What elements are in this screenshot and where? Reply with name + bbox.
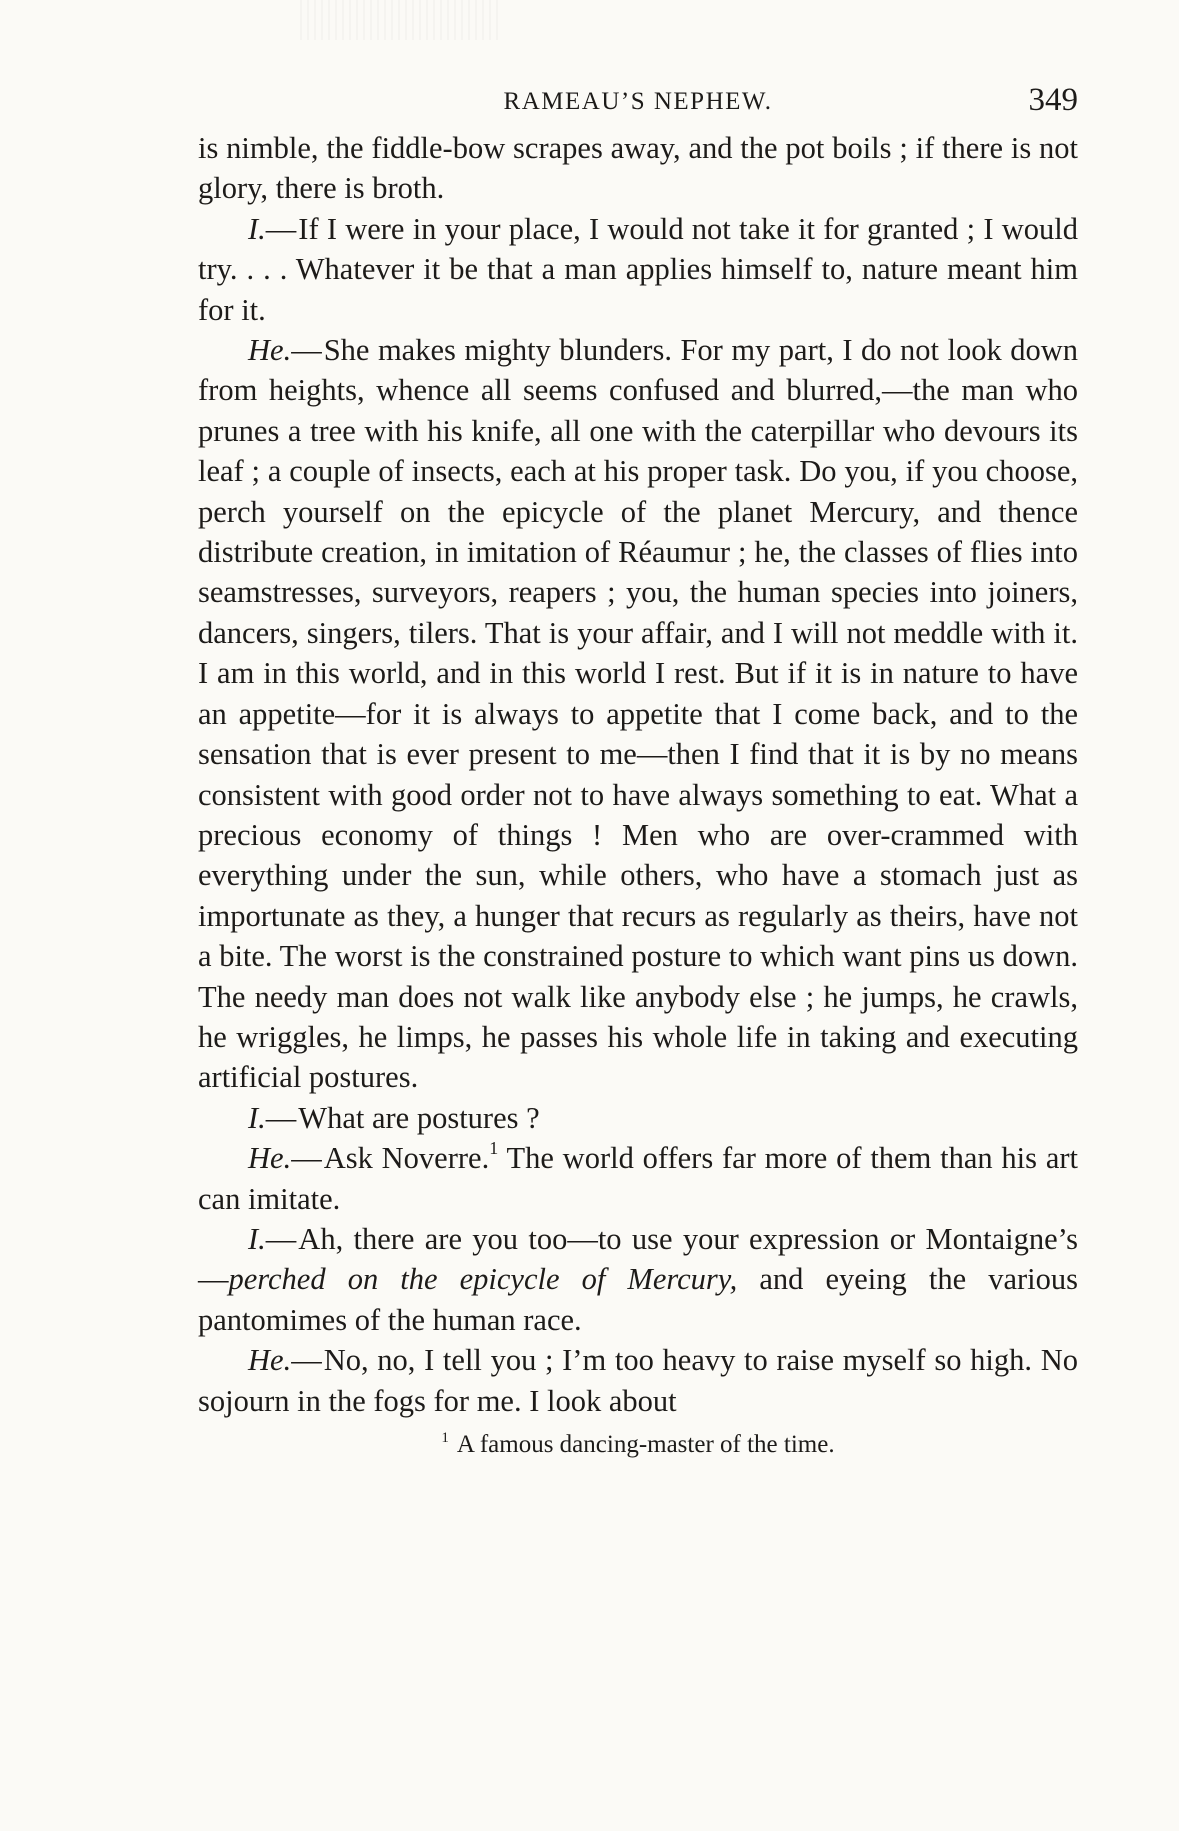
speaker-label: He. [248,1343,292,1378]
emphasized-text: perched on the epicycle of Mercury, [228,1262,738,1297]
speaker-label: I. [248,1221,266,1256]
paragraph-continuation [198,128,1078,209]
paragraph-i-3: I.—Ah, there are you too—to use your expression or Montaigne’s—perched on the epicycle of Mercury, and eyeing the various pantomimes of the human race. [198,1221,1078,1337]
speaker-label: I. [248,1100,266,1135]
book-page [198,78,1078,1461]
paragraph-text: If I were in your place, I would not take it for granted ; I would try. . . . Whatever it be that a man applies himself to, nature meant him for it. [198,211,1078,327]
paragraph-text: No, no, I tell you ; I’m too heavy to raise myself so high. No sojourn in the fogs for me. I look about [198,1343,1078,1418]
speaker-label: I. [248,211,266,246]
paragraph-he-2: He.—Ask Noverre.$^1$ The world offers far more of them than his art can imitate. [198,1138,1078,1216]
paragraph-he-1: He.—She makes mighty blunders. For my part, I do not look down from heights, whence all seems confused and blurred,—the man who prunes a tree with his knife, all one with the caterpillar who devours its leaf ; a couple of insects, each at his proper task. Do you, if you choose, perch yourself on the epicycle of the planet Mercury, and thence distribute creation, in imitation of Réaumur ; he, the classes of flies into seamstresses, surveyors, reapers ; you, the human species into joiners, dancers, singers, tilers. That is your affair, and I will not meddle with it. I am in this world, and in this world I rest. But if it is in nature to have an appetite—for it is always to appetite that I come back, and to the sensation that is ever present to me—then I find that it is by no means consistent with good order not to have always something to eat. What a precious economy of things ! Men who are over-crammed with everything under the sun, while others, who have a stomach just as importunate as they, a hunger that recurs as regularly as theirs, have not a bite. The worst is the constrained posture to which want pins us down. The needy man does not walk like anybody else ; he jumps, he crawls, he wriggles, he limps, he passes his whole life in taking and executing artificial postures. [198,333,1078,1095]
paragraph-text: and eyeing the various pantomimes of the human race. [198,1262,1078,1337]
footnote-marker: 1 [441,1430,449,1446]
speaker-label: He. [248,333,292,368]
footnote [198,1429,1078,1461]
footnote-text: A famous dancing-master of the time. [456,1431,835,1458]
paragraph-text: Ask Noverre. [323,1141,490,1176]
paragraph-text: Ah, there are you too—to use your expression or Montaigne’s— [198,1221,1078,1297]
paragraph-he-3: He.—No, no, I tell you ; I’m too heavy to raise myself so high. No sojourn in the fogs for me. I look about [198,1343,1078,1418]
paragraph-text: is nimble, the fiddle-bow scrapes away, and the pot boils ; if there is not glory, there is broth. [198,131,1078,206]
scan-artifact [300,0,500,40]
footnote-reference: 1 [489,1138,499,1159]
speaker-label: He. [248,1141,292,1176]
page-header [198,78,1078,128]
paragraph-text: She makes mighty blunders. For my part, I do not look down from heights, whence all seems confused and blurred,—the man who prunes a tree with his knife, all one with the caterpillar who devours its leaf ; a couple of insects, each at his proper task. Do you, if you choose, perch yourself on the epicycle of the planet Mercury, and thence distribute creation, in imitation of Réaumur ; he, the classes of flies into seamstresses, surveyors, reapers ; you, the human species into joiners, dancers, singers, tilers. That is your affair, and I will not meddle with it. I am in this world, and in this world I rest. But if it is in nature to have an appetite—for it is always to appetite that I come back, and to the sensation that is ever present to me—then I find that it is by no means consistent with good order not to have always something to eat. What a precious economy of things ! Men who are over-crammed with everything under the sun, while others, who have a stomach just as importunate as they, a hunger that recurs as regularly as theirs, have not a bite. The worst is the constrained posture to which want pins us down. The needy man does not walk like anybody else ; he jumps, he crawls, he wriggles, he limps, he passes his whole life in taking and executing artificial postures. [198,333,1078,1095]
paragraph-i-2: I.—What are postures ? [248,1100,540,1135]
paragraph-text: The world offers far more of them than his art can imitate. [198,1141,1078,1216]
paragraph-i-1: I.—If I were in your place, I would not take it for granted ; I would try. . . . Whatever it be that a man applies himself to, nature meant him for it. [198,211,1078,327]
page-number: 349 [1028,82,1078,118]
paragraph-text: What are postures ? [298,1100,540,1135]
running-title: RAMEAU’S NEPHEW. [503,88,773,115]
